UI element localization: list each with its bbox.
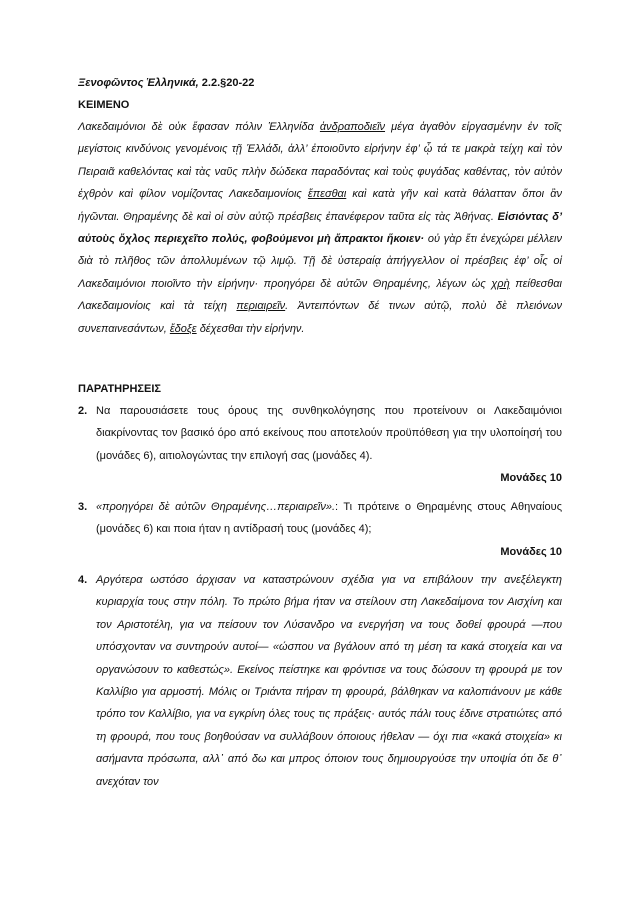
question-text: Αργότερα ωστόσο άρχισαν να καταστρώνουν σχέδια για να επιβάλουν την ανεξέλεγκτη κυριαρχία τους στην πόλη. Το πρώτο βήμα ήταν να στείλουν στη Λακεδαίμονα τον Αισχίνη και τον Αριστοτέλη, για να πείσουν τον Λύσανδρο να ενεργήση να τους δοθεί φρουρά —που υπόσχονταν να συντηρούν αυτοί— «ώσπου να βγάλουν από τη μέση τα κακά στοιχεία και να οργανώσουν το καθεστώς». Εκείνος πείστηκε και φρόντισε να τους δώσουν τη φρουρά με τον Καλλίβιο για αρμοστή. Μόλις οι Τριάντα πήραν τη φρουρά, βάλθηκαν να καλοπιάνουν με κάθε τρόπο τον Καλλίβιο, για να εγκρίνη όλες τους τις πράξεις· αυτός πάλι τους έδινε στρατιώτες από τη φρουρά, που τους βοηθούσαν να συλλάβουν όποιους ήθελαν — όχι πια «κακά στοιχεία» κι ασήμαντα πρόσωπα, αλλ᾽ από δω και μπρος όποιον τους δημιουργούσε την υποψία ότι δε θ᾽ ανεχόταν τον xyxy=(96,573,562,788)
underlined-word: ἕπεσθαι xyxy=(307,188,347,201)
bold-passage: Εἰσιόντας δ’ αὐτοὺς ὄχλος περιεχεῖτο πολύς, φοβούμενοι μὴ ἄπρακτοι ἥκοιεν· xyxy=(78,210,562,246)
title-author: Ξενοφῶντος xyxy=(78,77,144,89)
underlined-word: ἀνδραποδιεῖν xyxy=(319,121,386,133)
question-number: 4. xyxy=(78,573,88,586)
text-part: πείθεσθαι Λακεδαιμονίοις καὶ τὰ τείχη xyxy=(78,277,562,313)
document-page xyxy=(78,76,562,793)
text-heading: ΚΕΙΜΕΝΟ xyxy=(78,99,130,111)
text-part: δέχεσθαι τὴν εἰρήνην. xyxy=(196,322,305,335)
underlined-word: χρὴ xyxy=(491,277,510,290)
text-part: οὐ γὰρ ἔτι ἐνεχώρει μέλλειν διὰ τὸ πλῆθος τῶν ἀπολλυμένων τῷ λιμῷ. Τῇ δὲ ὑστεραίᾳ ἀπήγγελλον οἱ πρέσβεις ἐφ’ οἷς οἱ Λακεδαιμόνιοι ποιοῖντο τὴν εἰρήνην· προηγόρει δὲ αὐτῶν Θηραμένης, λέγων ὡς xyxy=(78,233,562,290)
question-4 xyxy=(78,569,562,793)
text-part: . Ἀντειπόντων δέ τινων αὐτῷ, πολὺ δὲ πλειόνων συνεπαινεσάντων, xyxy=(78,300,562,335)
ancient-text xyxy=(78,116,562,340)
question-text: : Τι πρότεινε ο Θηραμένης στους Αθηναίους (μονάδες 6) και ποια ήταν η αντίδρασή τους (μονάδες 4); xyxy=(96,500,562,536)
question-number: 2. xyxy=(78,405,88,418)
question-marks: Μονάδες 10 xyxy=(500,545,562,558)
question-2 xyxy=(78,400,562,467)
text-part: καὶ κατὰ γῆν καὶ κατὰ θάλατταν ὅποι ἂν ἡγῶνται. Θηραμένης δὲ καὶ οἱ σὺν αὐτῷ πρέσβεις ἐπανέφερον ταῦτα εἰς τὰς Ἀθήνας. xyxy=(78,188,562,223)
question-number: 3. xyxy=(78,500,88,513)
text-part: μέγα ἀγαθὸν εἰργασμένην ἐν τοῖς μεγίστοις κινδύνοις γενομένοις τῇ Ἑλλάδι, ἀλλ’ ἐποιοῦντο εἰρήνην ἐφ’ ᾧ τά τε μακρὰ τείχη καὶ τὸν Πειραιᾶ καθελόντας καὶ τὰς ναῦς πλὴν δώδεκα παραδόντας καὶ τοὺς φυγάδας καθέντας, τὸν αὐτὸν ἐχθρὸν καὶ φίλον νομίζοντας Λακεδαιμονίοις xyxy=(78,121,562,201)
document-title xyxy=(78,76,562,90)
question-body xyxy=(96,496,562,541)
question-quote: «προηγόρει δὲ αὐτῶν Θηραμένης…περιαιρεῖν». xyxy=(96,500,336,513)
title-reference: 2.2.§20-22 xyxy=(201,77,255,89)
question-3 xyxy=(78,496,562,541)
notes-heading: ΠΑΡΑΤΗΡΗΣΕΙΣ xyxy=(78,383,161,396)
question-text: Να παρουσιάσετε τους όρους της συνθηκολόγησης που προτείνουν οι Λακεδαιμόνιοι διακρίνοντας τον βασικό όρο από εκείνους που αποτελούν προϋπόθεση για την υλοποίησή του (μονάδες 6), αιτιολογώντας την επιλογή σας (μονάδες 4). xyxy=(96,405,562,462)
title-work: Ἑλληνικά, xyxy=(146,77,199,89)
text-part: Λακεδαιμόνιοι δὲ οὐκ ἔφασαν πόλιν Ἑλληνίδα xyxy=(78,121,320,133)
underlined-word: ἔδοξε xyxy=(169,322,197,335)
question-marks: Μονάδες 10 xyxy=(500,472,562,485)
underlined-word: περιαιρεῖν xyxy=(236,300,286,313)
